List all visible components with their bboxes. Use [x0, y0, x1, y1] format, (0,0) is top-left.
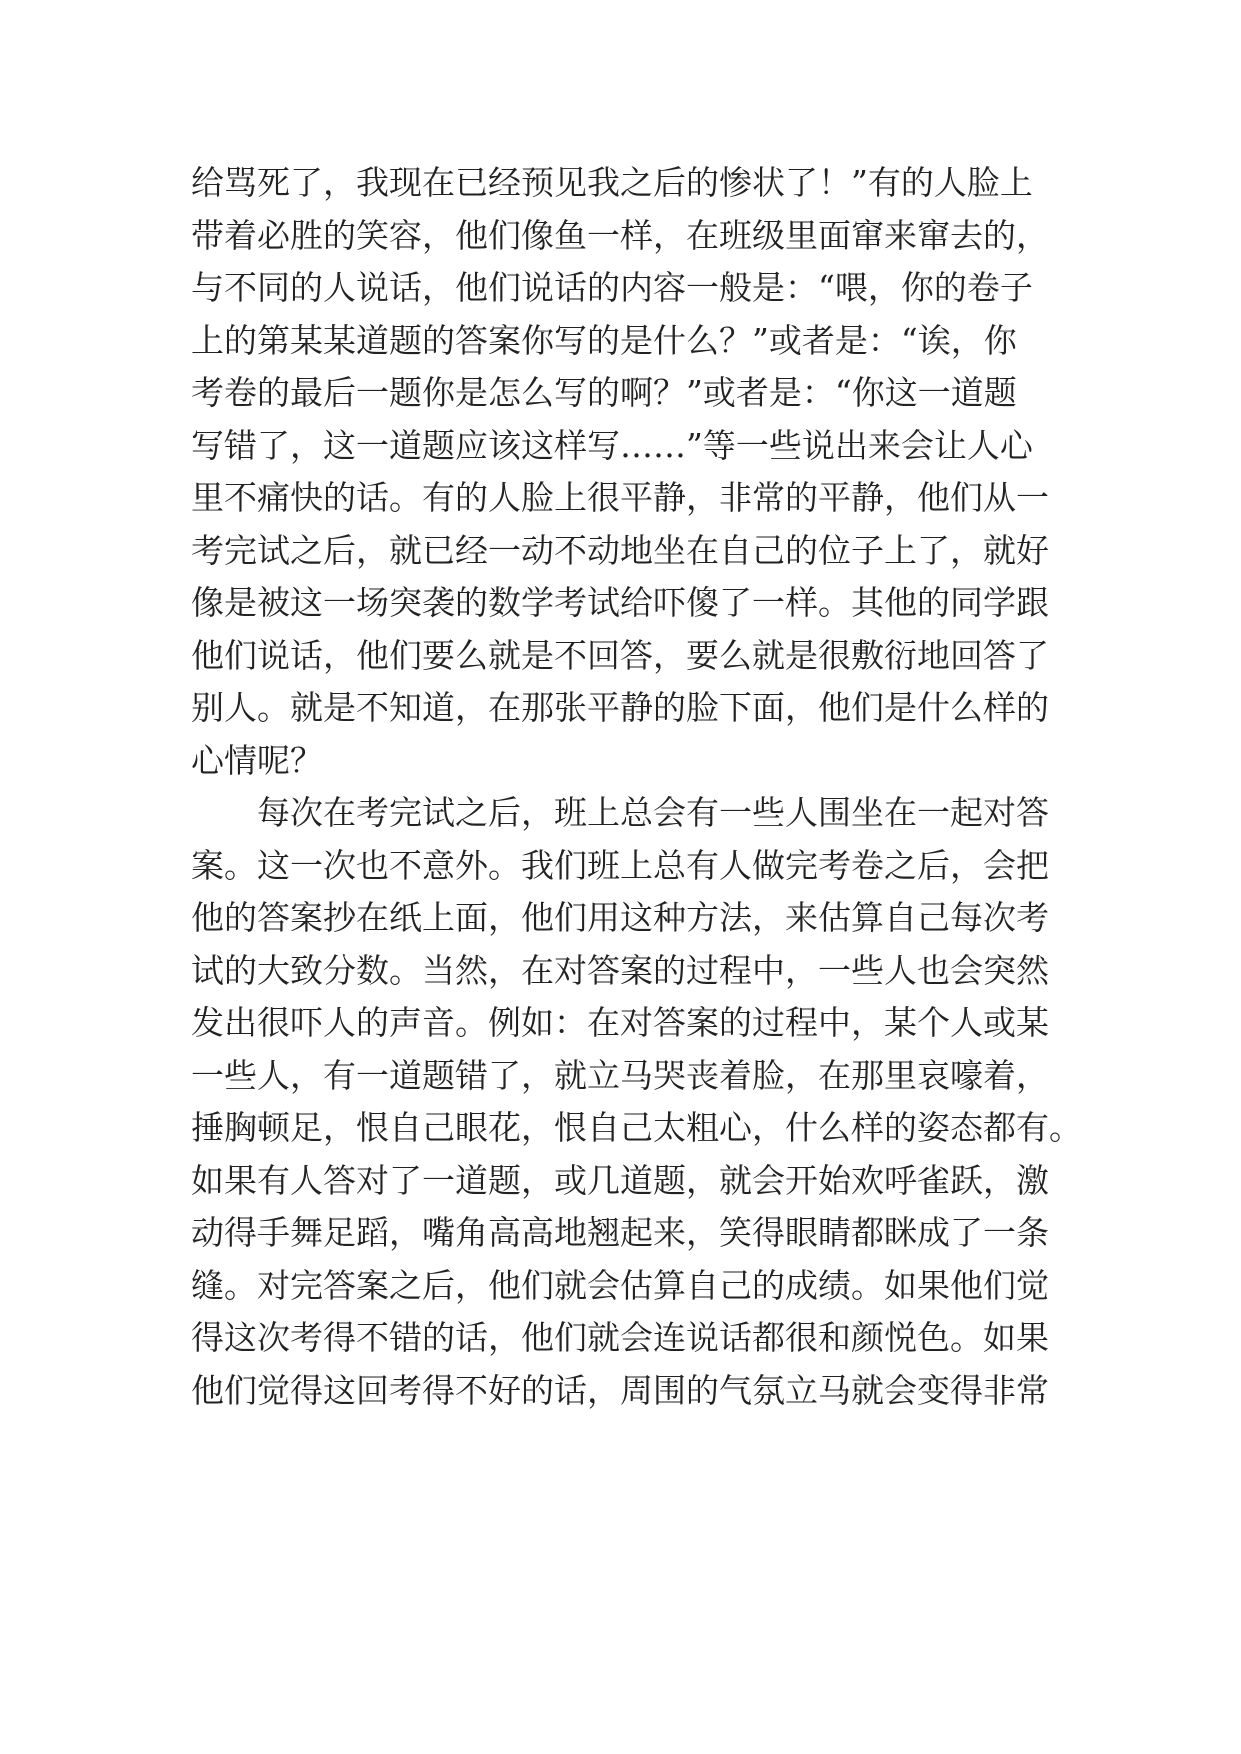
text-line: 得这次考得不错的话，他们就会连说话都很和颜悦色。如果	[191, 1318, 1049, 1357]
text-line: 他们说话，他们要么就是不回答，要么就是很敷衍地回答了	[191, 635, 1049, 675]
text-line: 像是被这一场突袭的数学考试给吓傻了一样。其他的同学跟	[191, 583, 1049, 622]
text-line: 如果有人答对了一道题，或几道题，就会开始欢呼雀跃，激	[191, 1160, 1049, 1200]
text-line: 他的答案抄在纸上面，他们用这种方法，来估算自己每次考	[191, 898, 1049, 937]
body-text	[191, 157, 1082, 1417]
text-line: 捶胸顿足，恨自己眼花，恨自己太粗心，什么样的姿态都有。	[191, 1108, 1082, 1147]
text-line: 试的大致分数。当然，在对答案的过程中，一些人也会突然	[191, 950, 1049, 990]
text-line: 心情呢？	[191, 740, 323, 780]
text-line: 考完试之后，就已经一动不动地坐在自己的位子上了，就好	[191, 530, 1049, 570]
text-line: 考卷的最后一题你是怎么写的啊？”或者是：“你这一道题	[191, 373, 1017, 412]
text-line: 带着必胜的笑容，他们像鱼一样，在班级里面窜来窜去的，	[191, 215, 1049, 255]
text-line: 缝。对完答案之后，他们就会估算自己的成绩。如果他们觉	[191, 1265, 1049, 1305]
text-line: 案。这一次也不意外。我们班上总有人做完考卷之后，会把	[191, 845, 1049, 885]
text-line: 一些人，有一道题错了，就立马哭丧着脸，在那里哀嚎着，	[191, 1055, 1049, 1095]
text-line: 发出很吓人的声音。例如：在对答案的过程中，某个人或某	[191, 1003, 1049, 1042]
text-line: 里不痛快的话。有的人脸上很平静，非常的平静，他们从一	[191, 478, 1049, 517]
text-line: 上的第某某道题的答案你写的是什么？”或者是：“诶，你	[191, 320, 1017, 360]
text-line: 给骂死了，我现在已经预见我之后的惨状了！”有的人脸上	[191, 163, 1033, 202]
text-line: 写错了，这一道题应该这样写……”等一些说出来会让人心	[191, 425, 1033, 465]
text-line: 别人。就是不知道，在那张平静的脸下面，他们是什么样的	[191, 688, 1049, 727]
text-line: 他们觉得这回考得不好的话，周围的气氛立马就会变得非常	[191, 1370, 1049, 1410]
text-line: 动得手舞足蹈，嘴角高高地翘起来，笑得眼睛都眯成了一条	[191, 1213, 1049, 1252]
text-line: 与不同的人说话，他们说话的内容一般是：“喂，你的卷子	[191, 268, 1033, 307]
paragraph-first-line: 每次在考完试之后，班上总会有一些人围坐在一起对答	[257, 793, 1049, 832]
